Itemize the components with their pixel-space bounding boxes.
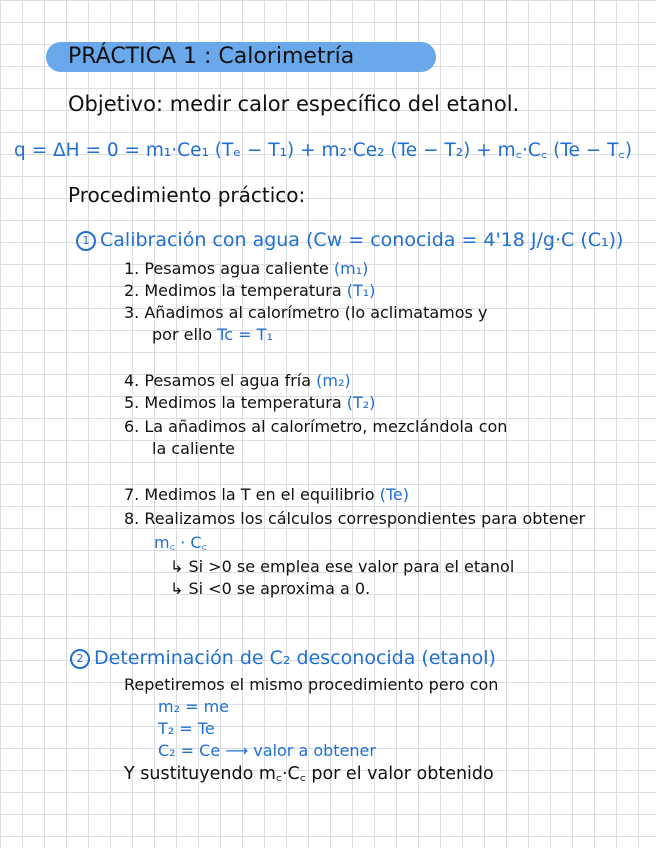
step-4: [124, 372, 351, 390]
section-2-item-1: m₂ = me: [158, 697, 230, 716]
step-label: por ello: [152, 325, 213, 344]
step-mark: (T₂): [346, 393, 376, 412]
step-label: ↳ Si >0 se emplea ese valor para el etanol: [170, 557, 515, 576]
step-label: la caliente: [152, 439, 235, 458]
step-label: 4. Pesamos el agua fría: [124, 371, 312, 390]
step-mark: (Te): [379, 485, 409, 504]
procedure-heading: Procedimiento práctico:: [68, 183, 306, 207]
step-6-cont: [152, 440, 235, 458]
section-1-heading: [76, 230, 623, 252]
step-label: ↳ Si <0 se aproxima a 0.: [170, 579, 371, 598]
step-mark: (m₂): [316, 371, 351, 390]
step-mark: Tc = T₁: [217, 325, 273, 344]
step-label: 8. Realizamos los cálculos correspondientes para obtener: [124, 509, 586, 528]
step-1: [124, 260, 368, 278]
section-1-note: (Cw = conocida = 4'18 J/g·C (C₁)): [306, 229, 624, 251]
section-2-heading: [70, 648, 496, 670]
step-3: [124, 304, 487, 322]
step-mark: (T₁): [346, 281, 376, 300]
objective: Objetivo: medir calor específico del etanol.: [68, 92, 520, 116]
section-2-intro: Repetiremos el mismo procedimiento pero con: [124, 675, 499, 694]
step-8-case-positive: [170, 558, 514, 576]
section-2-item-3: C₂ = Ce ⟶ valor a obtener: [158, 741, 376, 760]
step-mark: (m₁): [333, 259, 369, 278]
step-8-result: [154, 534, 207, 552]
step-2: [124, 282, 375, 300]
step-3-cont: [152, 326, 273, 344]
section-2-title: Determinación de C₂ desconocida (etanol): [94, 647, 496, 669]
step-label: 2. Medimos la temperatura: [124, 281, 342, 300]
step-label: 1. Pesamos agua caliente: [124, 259, 329, 278]
section-1-number: 1: [76, 231, 96, 251]
page-title: PRÁCTICA 1 : Calorimetría: [68, 44, 355, 69]
equation: q = ΔH = 0 = m₁·Ce₁ (Tₑ − T₁) + m₂·Ce₂ (Te − T₂) + m꜀·C꜀ (Te − T꜀): [14, 140, 633, 161]
step-label: 3. Añadimos al calorímetro (lo aclimatamos y: [124, 303, 488, 322]
step-7: [124, 486, 409, 504]
step-label: 5. Medimos la temperatura: [124, 393, 342, 412]
step-label: 6. La añadimos al calorímetro, mezclándola con: [124, 417, 508, 436]
step-8-case-negative: [170, 580, 370, 598]
step-8: [124, 510, 585, 528]
section-1-title: Calibración con agua: [100, 229, 300, 251]
step-5: [124, 394, 375, 412]
step-6: [124, 418, 507, 436]
section-2-closing: Y sustituyendo m꜀·C꜀ por el valor obtenido: [124, 764, 494, 784]
step-label: 7. Medimos la T en el equilibrio: [124, 485, 375, 504]
section-2-item-2: T₂ = Te: [158, 719, 215, 738]
step-label: m꜀ · C꜀: [154, 533, 208, 552]
section-2-number: 2: [70, 649, 90, 669]
